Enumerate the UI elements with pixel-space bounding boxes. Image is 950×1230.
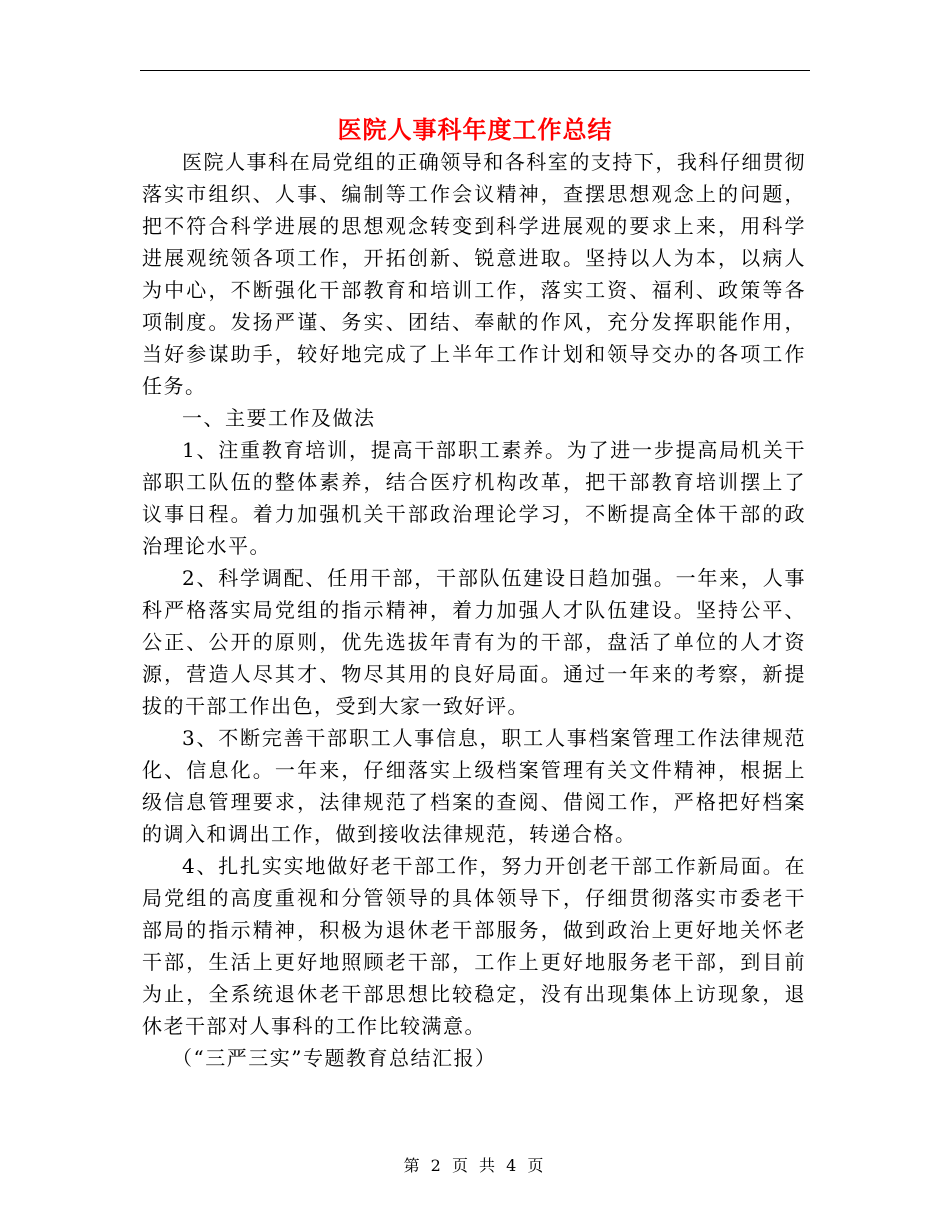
intro-paragraph: 医院人事科在局党组的正确领导和各科室的支持下，我科仔细贯彻落实市组织、人事、编制等工作会议精神，查摆思想观念上的问题，把不符合科学进展的思想观念转变到科学进展观的要求上来，用科学进展观统领各项工作，开拓创新、锐意进取。坚持以人为本，以病人为中心，不断强化干部教育和培训工作，落实工资、福利、政策等各项制度。发扬严谨、务实、团结、奉献的作风，充分发挥职能作用，当好参谋助手，较好地完成了上半年工作计划和领导交办的各项工作任务。 bbox=[142, 150, 806, 398]
section-heading: 一、主要工作及做法 bbox=[182, 406, 376, 430]
document-title: 医院人事科年度工作总结 bbox=[337, 115, 613, 144]
page-number: 第 2 页 共 4 页 bbox=[403, 1156, 547, 1175]
header-rule bbox=[140, 70, 810, 71]
item-paragraph-3: 3、不断完善干部职工人事信息，职工人事档案管理工作法律规范化、信息化。一年来，仔细落实上级档案管理有关文件精神，根据上级信息管理要求，法律规范了档案的查阅、借阅工作，严格把好档案的调入和调出工作，做到接收法律规范，转递合格。 bbox=[142, 726, 806, 846]
closing-note: （“三严三实”专题教育总结汇报） bbox=[172, 1046, 497, 1070]
document-body bbox=[142, 146, 806, 1074]
item-paragraph-4: 4、扎扎实实地做好老干部工作，努力开创老干部工作新局面。在局党组的高度重视和分管领导的具体领导下，仔细贯彻落实市委老干部局的指示精神，积极为退休老干部服务，做到政治上更好地关怀老干部，生活上更好地照顾老干部，工作上更好地服务老干部，到目前为止，全系统退休老干部思想比较稳定，没有出现集体上访现象，退休老干部对人事科的工作比较满意。 bbox=[142, 854, 806, 1038]
item-paragraph-1: 1、注重教育培训，提高干部职工素养。为了进一步提高局机关干部职工队伍的整体素养，结合医疗机构改革，把干部教育培训摆上了议事日程。着力加强机关干部政治理论学习，不断提高全体干部的政治理论水平。 bbox=[142, 438, 806, 558]
item-paragraph-2: 2、科学调配、任用干部，干部队伍建设日趋加强。一年来，人事科严格落实局党组的指示精神，着力加强人才队伍建设。坚持公平、公正、公开的原则，优先选拔年青有为的干部，盘活了单位的人才资源，营造人尽其才、物尽其用的良好局面。通过一年来的考察，新提拔的干部工作出色，受到大家一致好评。 bbox=[142, 566, 806, 718]
